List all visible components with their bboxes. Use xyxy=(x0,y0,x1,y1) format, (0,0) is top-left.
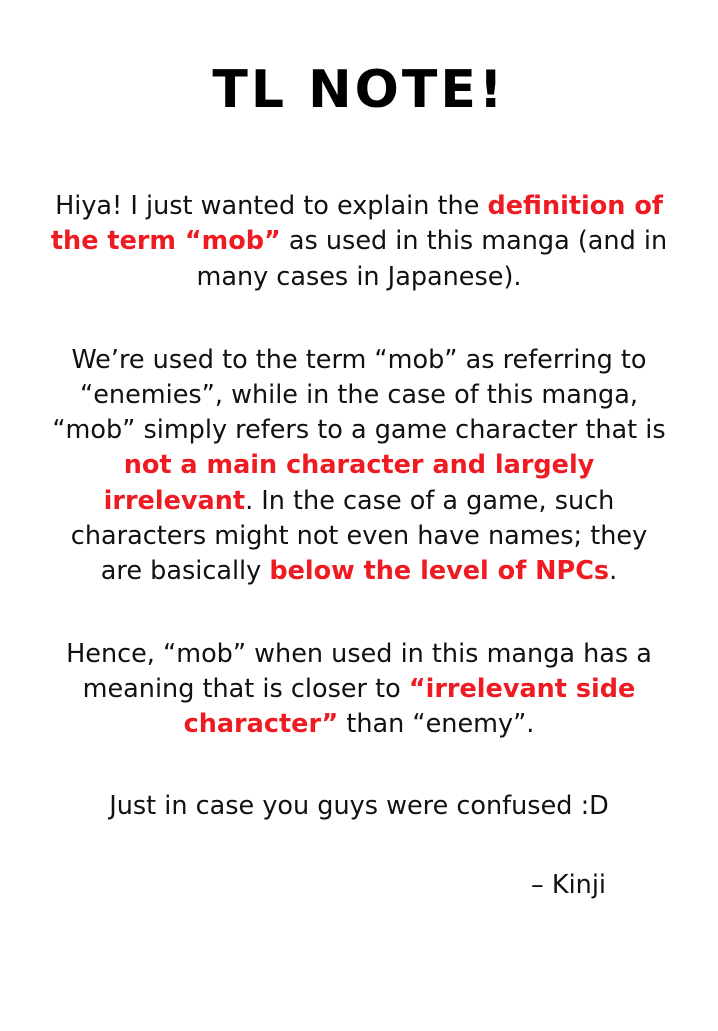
paragraph-1 xyxy=(49,189,669,295)
highlighted-text: below the level of NPCs xyxy=(269,555,610,586)
paragraph-4 xyxy=(49,789,669,824)
plain-text: We’re used to the term “mob” as referring to “enemies”, while in the case of this manga, “mob” simply refers to a game character that is xyxy=(52,344,666,446)
plain-text: Hence, “mob” when used in this manga has a meaning that is closer to xyxy=(66,639,652,705)
page-title: TL NOTE! xyxy=(212,60,506,120)
note-body xyxy=(49,189,669,824)
plain-text: Hiya! I just wanted to explain the xyxy=(55,191,488,222)
plain-text: as used in this manga (and in many cases in Japanese). xyxy=(196,226,668,292)
paragraph-3 xyxy=(49,637,669,743)
plain-text: . In the case of a game, such characters might not even have names; they are basically xyxy=(70,485,648,586)
plain-text: Just in case you guys were confused :D xyxy=(109,790,609,821)
signature: – Kinji xyxy=(531,869,606,900)
highlighted-text: definition of the term “mob” xyxy=(50,191,663,257)
paragraph-2 xyxy=(49,343,669,589)
plain-text: . xyxy=(609,555,618,586)
highlighted-text: not a main character and largely irrelevant xyxy=(103,450,595,516)
plain-text: than “enemy”. xyxy=(338,709,535,740)
highlighted-text: “irrelevant side character” xyxy=(183,674,636,740)
